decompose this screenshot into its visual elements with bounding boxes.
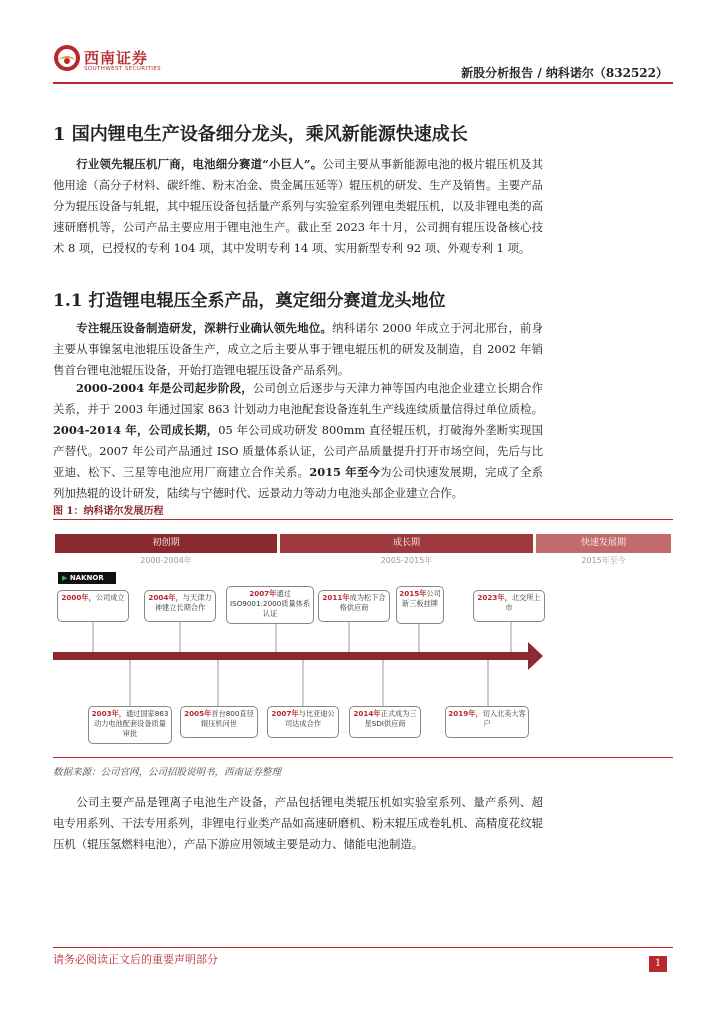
phase-1-text: 公司创立后逐步与天津力神等国内电池企业建立长期合作关系，并于 2003 年通过国家 863 计划动力电池配套设备连轧生产线连续质量信得过单位质检。 (53, 381, 543, 416)
event-2015: 2015年公司新三板挂牌 (396, 586, 444, 624)
section-1-lead: 行业领先辊压机厂商，电池细分赛道“小巨人”。 (76, 157, 323, 171)
phase-2-text: 05 年公司成功研发 800mm 直径辊压机，打破海外垄断实现国产替代。2007 年公司产品通过 ISO 质量体系认证，公司产品质量提升打开市场空间，先后与比亚迪、松下、三星等电池应用厂商建立合作关系。 (53, 423, 543, 479)
phase-bar-startup: 初创期 (55, 534, 277, 553)
phase-bar-rapid: 快速发展期 (536, 534, 671, 553)
section-1-1-heading: 1.1 打造锂电辊压全系产品，奠定细分赛道龙头地位 (53, 291, 446, 311)
footer-divider (53, 947, 673, 948)
section-1-1-lead: 专注辊压设备制造研发，深耕行业确认领先地位。 (76, 321, 333, 335)
products-paragraph (53, 792, 543, 855)
naknor-logo: ▶ NAKNOR (58, 572, 116, 584)
products-text: 公司主要产品是锂离子电池生产设备，产品包括锂电类辊压机如实验室系列、量产系列、超电专用系列、干法专用系列，非锂电行业类产品如高速研磨机、粉末辊压成卷轧机、高精度花纹辊压机（辊压氢燃料电池），产品下游应用领域主要是动力、储能电池制造。 (53, 795, 543, 851)
event-2014: 2014年正式成为三星SDI供应商 (349, 706, 421, 738)
event-2005: 2005年首台800直径辊压机问世 (180, 706, 258, 738)
disclaimer-note: 请务必阅读正文后的重要声明部分 (53, 953, 218, 966)
event-2023: 2023年，北交所上市 (473, 590, 545, 622)
logo-english-text: SOUTHWEST SECURITIES (84, 66, 162, 72)
header-divider (53, 82, 673, 84)
section-1-paragraph (53, 154, 543, 259)
figure-caption: 图 1：纳科诺尔发展历程 (53, 506, 164, 517)
phase-bar-growth: 成长期 (280, 534, 533, 553)
phase-years-growth: 2005-2015年 (380, 556, 433, 565)
figure-top-rule (53, 519, 673, 520)
logo-chinese-text: 西南证券 (84, 49, 149, 67)
event-2019: 2019年，切入北美大客户 (445, 706, 529, 738)
phase-2-lead: 2004-2014 年，公司成长期， (53, 423, 219, 437)
event-2003: 2003年，通过国家863动力电池配套设备质量审批 (88, 706, 172, 744)
report-header-title: 新股分析报告 / 纳科诺尔（832522） (461, 66, 668, 80)
brand-logo (53, 44, 178, 80)
event-2007-iso: 2007年通过ISO9001:2000质量体系认证 (226, 586, 314, 624)
section-1-text: 公司主要从事新能源电池的极片辊压机及其他用途（高分子材料、碳纤维、粉末冶金、贵金属压延等）辊压机的研发、生产及销售。主要产品分为辊压设备与轧辊，其中辊压设备包括量产系列与实验室系列锂电类辊压机，以及非锂电类的高速研磨机等，公司产品主要应用于锂电池生产。截止至 2023 年十月，公司拥有辊压设备核心技术 8 项，已授权的专利 104 项，其中发明专利 14 项、实用新型专利 92 项、外观专利 1 项。 (53, 157, 543, 255)
phase-years-rapid: 2015年至今 (581, 556, 626, 565)
phase-3-lead: 2015 年至今 (309, 465, 381, 479)
event-2004: 2004年，与天津力神建立长期合作 (144, 590, 216, 622)
figure-source: 数据来源：公司官网，公司招股说明书，西南证券整理 (53, 767, 282, 778)
phase-1-lead: 2000-2004 年是公司起步阶段， (76, 381, 253, 395)
timeline-figure (53, 522, 673, 754)
section-1-1-text: 纳科诺尔 2000 年成立于河北邢台，前身主要从事镍氢电池辊压设备生产，成立之后主要从事于锂电辊压机的研发及制造，自 2002 年销售首台锂电池辊压设备，开始打造锂电辊压设备产品系列。 (53, 321, 543, 377)
page-number: 1 (649, 956, 667, 972)
figure-bottom-rule (53, 757, 673, 758)
phase-3-text: 为公司快速发展期，完成了全系列加热辊的设计研发，陆续与宁德时代、远景动力等动力电池头部企业建立合作。 (53, 465, 543, 500)
logo-mark-icon (53, 44, 81, 72)
section-1-heading: 1 国内锂电生产设备细分龙头，乘风新能源快速成长 (53, 124, 468, 145)
section-1-1-paragraph-2 (53, 378, 543, 504)
event-2011: 2011年成为松下合格供应商 (318, 590, 390, 622)
phase-years-startup: 2000-2004年 (140, 556, 192, 565)
event-2000: 2000年，公司成立 (57, 590, 129, 622)
section-1-1-paragraph-1 (53, 318, 543, 381)
event-2007-byd: 2007年与比亚迪公司达成合作 (267, 706, 339, 738)
